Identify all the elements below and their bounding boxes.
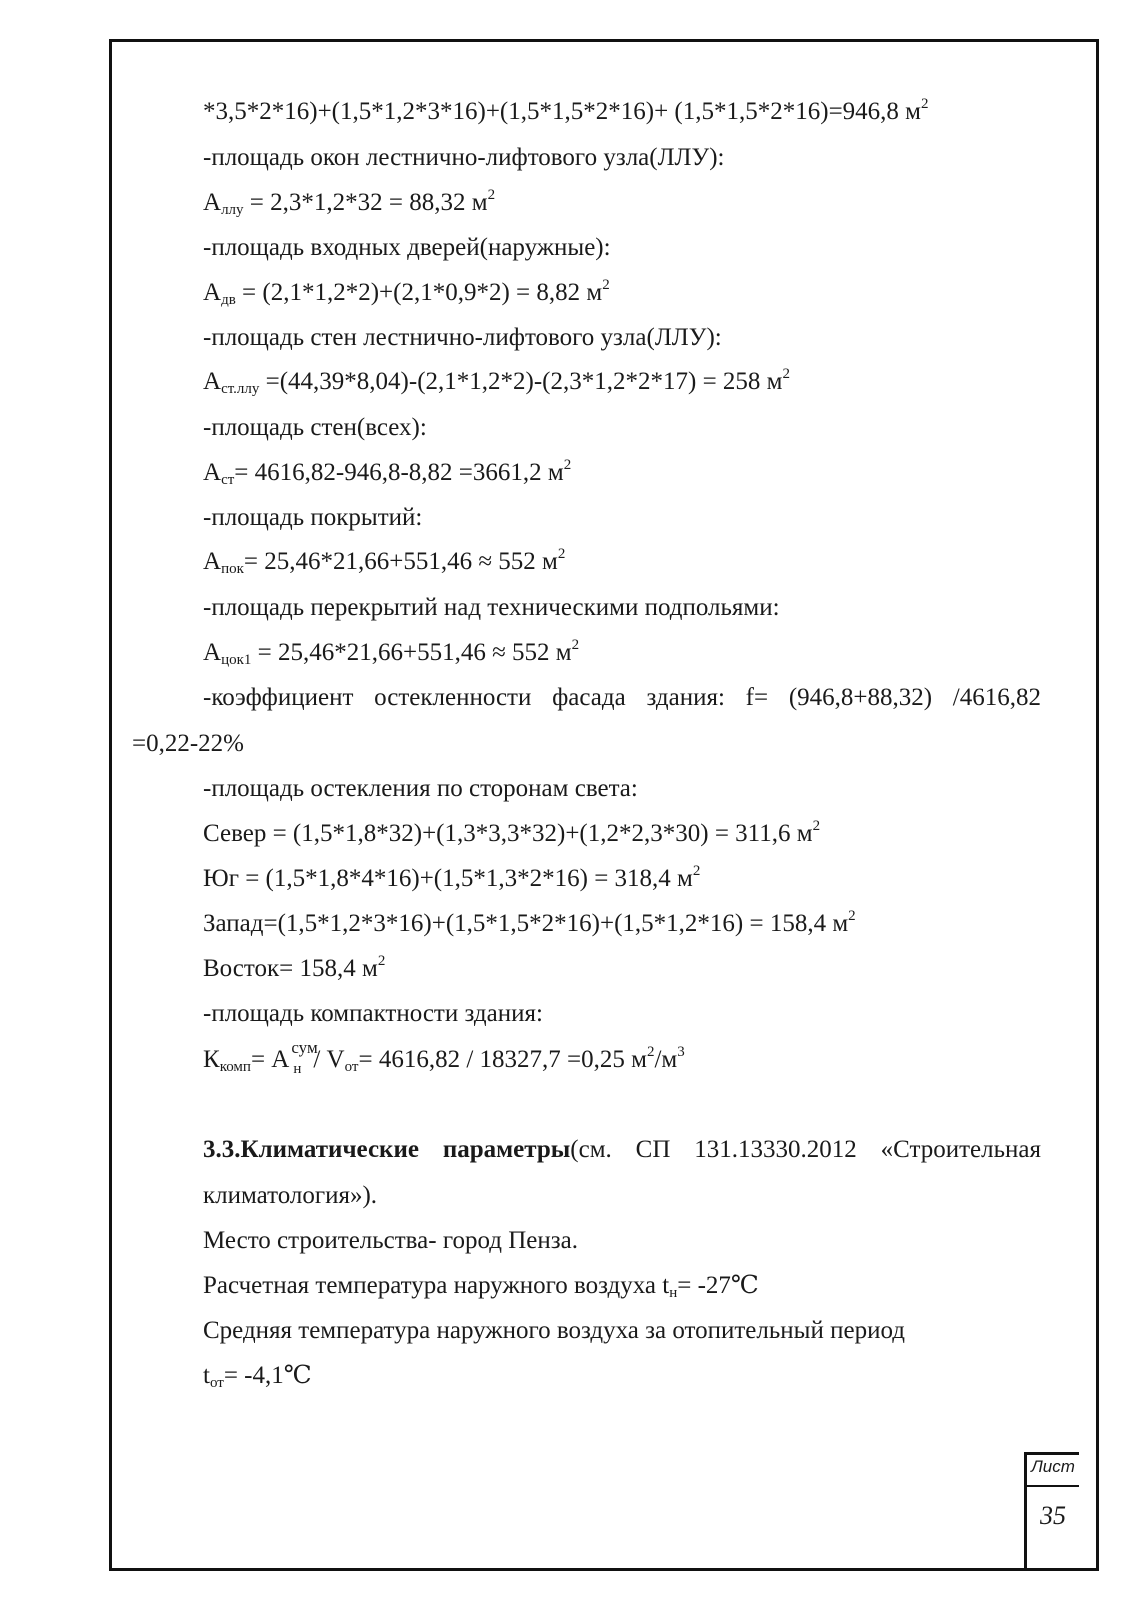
glazing-coefficient-continuation: =0,22-22%: [132, 730, 244, 757]
text: А: [203, 459, 222, 486]
text: Восток= 158,4 м: [203, 955, 378, 982]
word: остекленности: [374, 684, 532, 711]
text: -площадь входных дверей(наружные):: [203, 234, 611, 261]
text: -площадь перекрытий над техническими подпольями:: [203, 594, 780, 621]
superscript: 2: [782, 366, 790, 382]
text: = 4616,82-946,8-8,82 =3661,2 м: [234, 459, 564, 486]
superscript: 2: [692, 863, 701, 879]
superscript: 2: [812, 818, 821, 834]
subscript: ллу: [221, 202, 244, 218]
text: А: [203, 548, 222, 575]
word: /4616,82: [952, 684, 1041, 711]
text: -площадь стен(всех):: [203, 414, 427, 441]
text-line: [203, 909, 856, 939]
text: = 2,3*1,2*32 = 88,32 м: [243, 189, 488, 216]
text: Юг = (1,5*1,8*4*16)+(1,5*1,3*2*16) = 318,4 м: [203, 865, 693, 892]
text-line: [203, 278, 610, 308]
text: Север = (1,5*1,8*32)+(1,3*3,3*32)+(1,2*2,3*30) = 311,6 м: [203, 820, 813, 847]
text: А: [203, 189, 222, 216]
section-heading-continuation: климатология»).: [203, 1182, 378, 1209]
text-line: [203, 999, 543, 1029]
word: «Строительная: [880, 1136, 1041, 1163]
text: А: [203, 279, 222, 306]
superscript: 2: [563, 457, 572, 473]
text: = 25,46*21,66+551,46 ≈ 552 м: [251, 639, 572, 666]
word: f=: [745, 684, 769, 711]
word: здания:: [646, 684, 725, 711]
section-title: 3.3.Климатические: [203, 1136, 419, 1163]
text: = (2,1*1,2*2)+(2,1*0,9*2) = 8,82 м: [235, 279, 603, 306]
subscript: пок: [221, 561, 244, 577]
text-line: [203, 233, 611, 263]
word: -коэффициент: [203, 684, 354, 711]
text: -площадь покрытий:: [203, 504, 423, 531]
text-line: [203, 143, 724, 173]
text: -площадь компактности здания:: [203, 1000, 543, 1027]
superscript: 2: [487, 187, 496, 203]
sheet-number: 35: [1040, 1501, 1066, 1530]
area-symbol-stack: сум н: [291, 1038, 318, 1077]
word: СП: [635, 1136, 671, 1163]
text: А: [203, 368, 222, 395]
superscript: 2: [557, 546, 566, 562]
subscript: цок1: [221, 652, 252, 668]
word: 131.13330.2012: [694, 1136, 857, 1163]
text-line: [203, 188, 495, 218]
subscript: дв: [221, 292, 236, 308]
superscript: 2: [602, 277, 610, 293]
text: -площадь окон лестнично-лифтового узла(ЛЛУ):: [203, 144, 725, 171]
glazing-coefficient-line: [203, 683, 1041, 713]
subscript: ст: [221, 472, 235, 488]
superscript: 2: [921, 96, 929, 112]
sheet-number-box: [1024, 1452, 1079, 1571]
compactness-formula: $К_{комп}= А$ сум н / $V_{от}= 4616,82 / 18327,7 =0,25$ $м^2/м^3$: [203, 1038, 685, 1077]
text-line: [203, 954, 385, 984]
text: -площадь остекления по сторонам света:: [203, 775, 638, 802]
average-temperature: Средняя температура наружного воздуха за отопительный период: [203, 1317, 905, 1344]
text-line: [203, 819, 820, 849]
text-line: [203, 367, 790, 397]
word: фасада: [552, 684, 626, 711]
text-line: [203, 413, 427, 443]
sheet-label: Лист: [1031, 1457, 1075, 1476]
text-line: [203, 593, 780, 623]
superscript: 2: [377, 953, 386, 969]
text: -площадь стен лестнично-лифтового узла(ЛЛУ):: [203, 324, 722, 351]
text: =(44,39*8,04)-(2,1*1,2*2)-(2,3*1,2*2*17) = 258 м: [259, 368, 783, 395]
text-line: [203, 864, 700, 894]
text-line: [203, 323, 722, 353]
subscript: ст.ллу: [221, 381, 260, 397]
text-line: [203, 547, 565, 577]
design-temperature: Расчетная температура наружного воздуха $t_н=$ -27℃: [203, 1272, 759, 1301]
text-line: [203, 503, 422, 533]
word: параметры(см.: [442, 1136, 612, 1163]
heating-period-temperature: $t_{от}=$ -4,1℃: [203, 1362, 312, 1391]
construction-place: Место строительства- город Пенза.: [203, 1227, 578, 1254]
superscript: 2: [848, 908, 856, 924]
text-line: [203, 774, 638, 804]
text: = 25,46*21,66+551,46 ≈ 552 м: [243, 548, 558, 575]
text: Запад=(1,5*1,2*3*16)+(1,5*1,5*2*16)+(1,5*1,2*16) = 158,4 м: [203, 910, 849, 937]
text-line: [203, 458, 571, 488]
text: А: [203, 639, 222, 666]
text: *3,5*2*16)+(1,5*1,2*3*16)+(1,5*1,5*2*16)+ (1,5*1,5*2*16)=946,8 м: [203, 98, 921, 125]
word: (946,8+88,32): [788, 684, 933, 711]
text-line: [203, 97, 929, 127]
sheet-divider: [1027, 1485, 1079, 1487]
superscript: 2: [571, 637, 580, 653]
text-line: [203, 638, 579, 668]
section-heading: [203, 1135, 1041, 1165]
